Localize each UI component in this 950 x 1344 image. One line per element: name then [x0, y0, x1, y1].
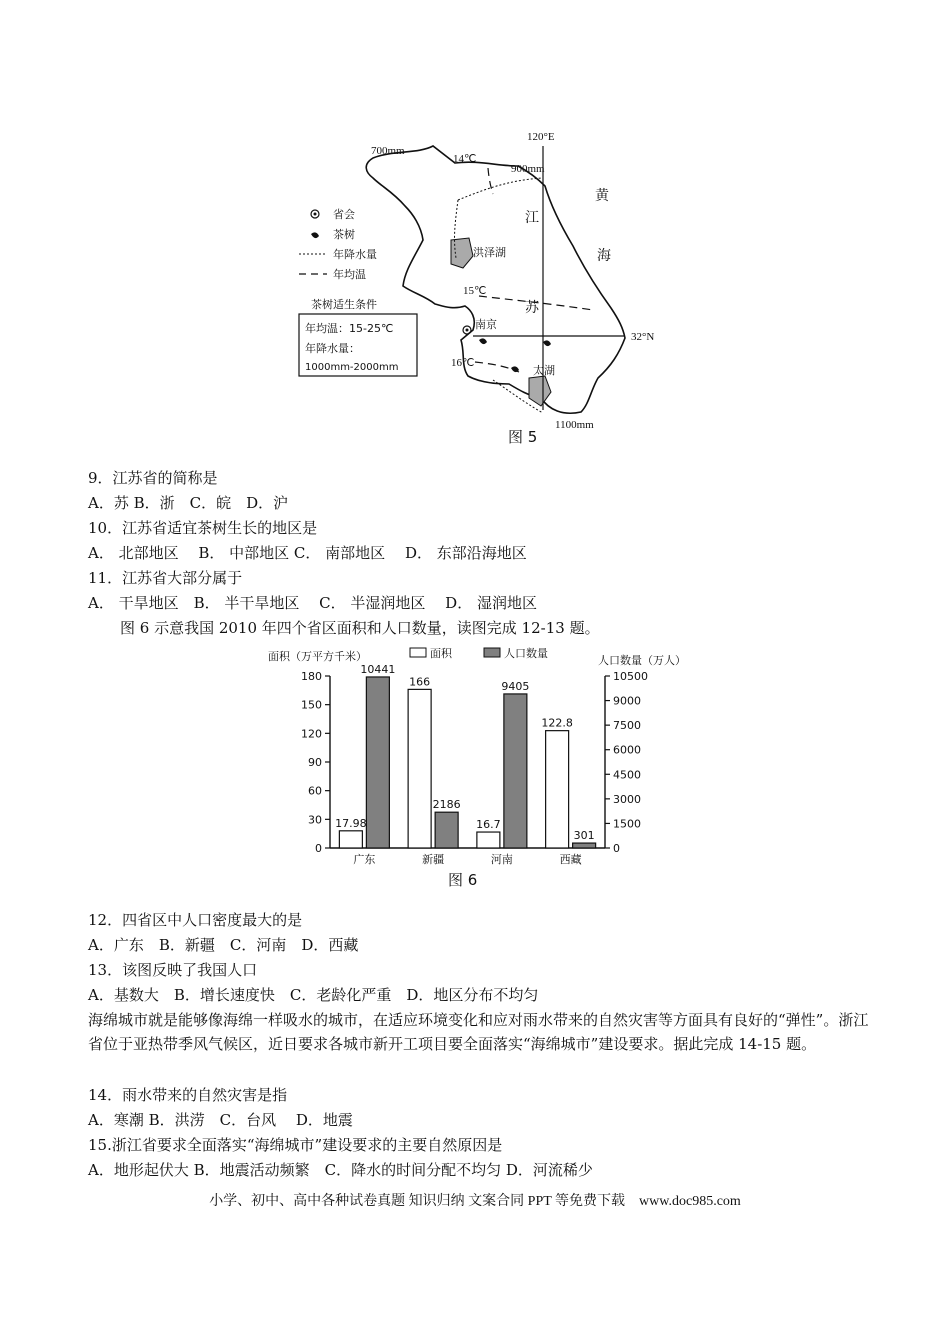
tai-lake: [529, 376, 551, 406]
temp-15-label: 15℃: [463, 285, 487, 297]
population-value-label: 301: [573, 829, 595, 843]
question-9-options: A．苏 B．浙 C．皖 D．沪: [88, 494, 289, 512]
left-tick-label: 180: [301, 670, 322, 683]
question-15: 15.浙江省要求全面落实“海绵城市”建设要求的主要自然原因是: [88, 1136, 503, 1154]
map-legend: [299, 207, 417, 376]
condbox-line2: 年降水量：: [305, 342, 360, 355]
right-tick-label: 9000: [613, 694, 641, 708]
category-label: 河南: [490, 853, 513, 866]
question-14-options: A．寒潮 B．洪涝 C．台风 D．地震: [88, 1111, 353, 1129]
question-11: 11．江苏省大部分属于: [88, 569, 243, 587]
condbox-line3: 1000mm-2000mm: [305, 362, 399, 373]
area-bar: [408, 689, 431, 848]
longitude-label: 120°E: [527, 131, 555, 143]
question-10: 10．江苏省适宜茶树生长的地区是: [88, 519, 318, 537]
temp-isoline-14: [488, 168, 493, 194]
population-value-label: 10441: [360, 662, 396, 676]
fig6-caption: 图 6: [448, 871, 478, 889]
left-axis-title: 面积（万平方千米）: [268, 650, 367, 663]
page-footer: 小学、初中、高中各种试卷真题 知识归纳 文案合同 PPT 等免费下载 www.doc985.com: [209, 1194, 741, 1209]
population-value-label: 9405: [501, 679, 530, 693]
area-bar: [339, 831, 362, 848]
area-bar: [477, 832, 500, 848]
right-tick-label: 0: [613, 842, 620, 855]
condbox-line1: 年均温：15-25℃: [305, 322, 394, 335]
legend-capital-label: 省会: [333, 208, 355, 221]
fig5-caption: 图 5: [508, 428, 538, 446]
area-value-label: 17.98: [335, 816, 367, 830]
category-label: 西藏: [559, 853, 582, 866]
left-tick-label: 150: [301, 698, 322, 712]
province-label-2: 苏: [525, 300, 539, 316]
question-13-options: A．基数大 B．增长速度快 C．老龄化严重 D．地区分布不均匀: [88, 986, 539, 1004]
legend-population-swatch: [484, 648, 500, 657]
right-tick-label: 4500: [613, 768, 641, 782]
legend-population-label: 人口数量: [504, 647, 548, 660]
category-label: 新疆: [422, 853, 445, 866]
question-14: 14．雨水带来的自然灾害是指: [88, 1086, 288, 1104]
right-tick-label: 6000: [613, 743, 641, 757]
question-15-options: A．地形起伏大 B．地震活动频繁 C．降水的时间分配不均匀 D．河流稀少: [88, 1161, 593, 1179]
hongze-lake-label: 洪泽湖: [473, 246, 506, 259]
tai-lake-label: 太湖: [533, 364, 555, 377]
right-axis-title: 人口数量（万人）: [598, 654, 686, 667]
left-tick-label: 120: [301, 727, 322, 741]
legend-temp-label: 年均温: [333, 268, 366, 281]
hongze-lake: [451, 238, 473, 268]
legend-tea-label: 茶树: [333, 228, 355, 241]
left-tick-label: 30: [308, 813, 322, 827]
left-tick-label: 0: [315, 842, 322, 855]
area-value-label: 166: [409, 675, 431, 689]
isoline-700-label: 700mm: [371, 145, 405, 157]
area-value-label: 16.7: [476, 818, 501, 832]
question-12-options: A．广东 B．新疆 C．河南 D．西藏: [88, 936, 359, 954]
sponge-city-paragraph: 海绵城市就是能够像海绵一样吸水的城市，在适应环境变化和应对雨水带来的自然灾害等方面具有良好的“弹性”。浙江省位于亚热带季风气候区，近日要求各城市新开工项目要全面落实“海绵城市”建设要求。据此完成 14-15 题。: [88, 1011, 869, 1053]
legend-precip-label: 年降水量: [333, 248, 377, 261]
area-value-label: 122.8: [541, 716, 573, 730]
area-bar: [546, 731, 569, 848]
temp-14-label: 14℃: [453, 153, 477, 165]
province-label-1: 江: [525, 210, 539, 226]
population-value-label: 2186: [432, 798, 461, 812]
population-bar: [573, 843, 596, 848]
right-tick-label: 7500: [613, 719, 641, 733]
population-bar: [504, 694, 527, 848]
right-tick-label: 1500: [613, 817, 641, 831]
right-tick-label: 3000: [613, 792, 641, 806]
left-tick-label: 60: [308, 784, 322, 798]
population-bar: [435, 812, 458, 848]
question-10-options: A． 北部地区 B． 中部地区 C． 南部地区 D． 东部沿海地区: [88, 544, 527, 562]
left-tick-label: 90: [308, 756, 322, 769]
condbox-title: 茶树适生条件: [311, 298, 377, 311]
temp-isoline-16: [475, 362, 519, 372]
nanjing-label: 南京: [475, 318, 497, 331]
precip-isoline-900: [458, 178, 543, 200]
tea-tree-icon: [543, 340, 551, 346]
jiangsu-map-figure: [293, 128, 673, 453]
right-tick-label: 10500: [613, 670, 648, 683]
figure6-chart: [260, 640, 690, 895]
sea-label-1: 黄: [595, 188, 609, 204]
tea-tree-icon: [311, 232, 319, 238]
figure6-intro: 图 6 示意我国 2010 年四个省区面积和人口数量，读图完成 12-13 题。: [120, 619, 600, 637]
isoline-1100-label: 1100mm: [555, 419, 594, 431]
legend-area-swatch: [410, 648, 426, 657]
question-12: 12．四省区中人口密度最大的是: [88, 911, 303, 929]
temp-16-label: 16℃: [451, 357, 475, 369]
latitude-label: 32°N: [631, 331, 655, 343]
category-label: 广东: [353, 853, 376, 866]
question-9: 9．江苏省的简称是: [88, 469, 218, 487]
sea-label-2: 海: [597, 248, 611, 264]
legend-area-label: 面积: [430, 647, 452, 660]
isoline-900-label: 900mm: [511, 163, 545, 175]
question-13: 13．该图反映了我国人口: [88, 961, 258, 979]
tea-tree-icon: [479, 338, 487, 344]
question-11-options: A． 干旱地区 B． 半干旱地区 C． 半湿润地区 D． 湿润地区: [88, 594, 537, 612]
population-bar: [366, 677, 389, 848]
